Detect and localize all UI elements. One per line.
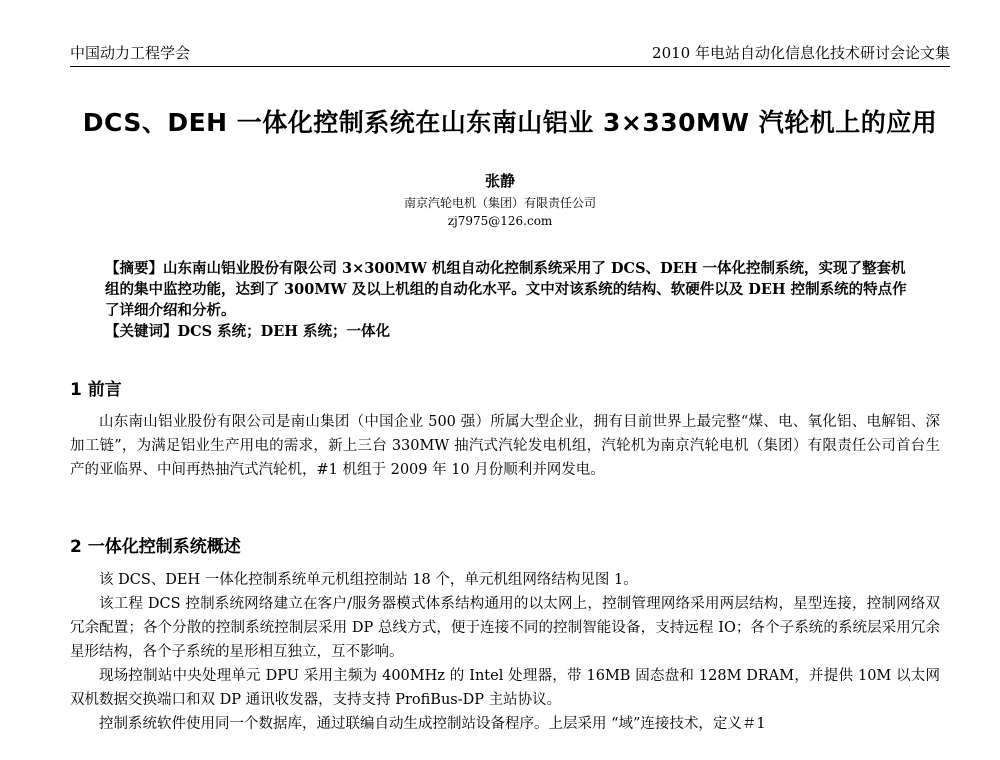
keywords-label: 【关键词】 (105, 323, 178, 340)
abstract-paragraph (105, 258, 915, 321)
author-email: zj7975@126.com (447, 214, 553, 228)
section-body-intro (70, 410, 940, 482)
paragraph: 山东南山铝业股份有限公司是南山集团（中国企业 500 强）所属大型企业，拥有目前世界上最完整“煤、电、氧化铝、电解铝、深加工链”，为满足铝业生产用电的需求，新上三台 330MW 抽汽式汽轮发电机组，汽轮机为南京汽轮电机（集团）有限责任公司首台生产的亚临界、中间再热抽汽式汽轮机，#1 机组于 2009 年 10 月份顺利并网发电。 (70, 414, 940, 478)
section-heading-overview: 2 一体化控制系统概述 (70, 537, 241, 557)
running-header (70, 40, 950, 67)
keywords-paragraph (105, 321, 915, 342)
author-affiliation: 南京汽轮电机（集团）有限责任公司 (403, 196, 596, 210)
header-proceedings: 2010 年电站自动化信息化技术研讨会论文集 (652, 44, 950, 62)
paragraph: 现场控制站中央处理单元 DPU 采用主频为 400MHz 的 Intel 处理器，带 16MB 固态盘和 128M DRAM，并提供 10M 以太网双机数据交换端口和双 DP 通讯收发器，支持支持 ProfiBus-DP 主站协议。 (70, 668, 940, 708)
paragraph: 该工程 DCS 控制系统网络建立在客户/服务器模式体系结构通用的以太网上，控制管理网络采用两层结构，星型连接，控制网络双冗余配置；各个分散的控制系统控制层采用 DP 总线方式，便于连接不同的控制智能设备，支持远程 IO；各个子系统的系统层采用冗余星形结构，各个子系统的星形相互独立，互不影响。 (70, 596, 940, 660)
section-body-overview (70, 568, 940, 736)
section-heading-intro: 1 前言 (70, 380, 122, 400)
keywords-text: DCS 系统；DEH 系统；一体化 (177, 323, 391, 340)
paper-title: DCS、DEH 一体化控制系统在山东南山铝业 3×330MW 汽轮机上的应用 (82, 108, 938, 137)
paragraph: 控制系统软件使用同一个数据库，通过联编自动生成控制站设备程序。上层采用 “域”连接技术，定义＃1 (99, 716, 766, 732)
abstract-block (105, 258, 915, 342)
abstract-text: 山东南山铝业股份有限公司 3×300MW 机组自动化控制系统采用了 DCS、DEH 一体化控制系统，实现了整套机组的集中监控功能，达到了 300MW 及以上机组的自动化水平。文中对该系统的结构、软硬件以及 DEH 控制系统的特点作了详细介绍和分析。 (105, 260, 907, 319)
paragraph: 该 DCS、DEH 一体化控制系统单元机组控制站 18 个，单元机组网络结构见图 1。 (99, 572, 638, 588)
author-name: 张静 (484, 172, 515, 190)
header-society: 中国动力工程学会 (70, 44, 191, 62)
abstract-label: 【摘要】 (105, 260, 163, 277)
